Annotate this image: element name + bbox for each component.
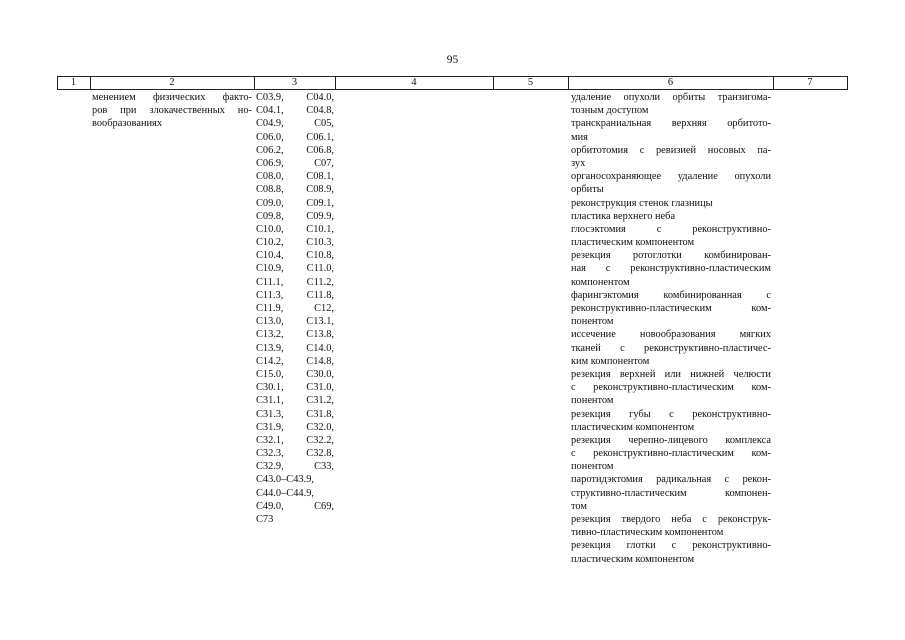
intervention-line: глосэктомия с реконструктивно- <box>571 223 771 235</box>
diagnosis-code: C03.9, <box>256 92 284 103</box>
intervention-line: структивно-пластическим компонен- <box>571 487 771 499</box>
diagnosis-code: C44.0–C44.9, <box>256 487 315 499</box>
diagnosis-code: C10.9, <box>256 263 284 275</box>
column-header-2: 2 <box>169 77 175 88</box>
diagnosis-code: C11.8, <box>306 289 334 301</box>
diagnosis-code: C06.9, <box>256 157 284 169</box>
intervention-line: тивно-пластическим компонентом <box>571 527 724 539</box>
intervention-line: иссечение новообразования мягких <box>571 329 771 341</box>
diagnosis-code: C07, <box>314 157 334 169</box>
diagnosis-code: C10.3, <box>306 237 334 249</box>
code-row <box>256 289 334 302</box>
diagnosis-code: C32.0, <box>306 421 334 433</box>
code-row <box>256 157 334 170</box>
diagnosis-code: C06.8, <box>306 144 334 156</box>
code-row <box>256 236 334 249</box>
column-divider <box>847 76 848 89</box>
code-row <box>256 276 334 289</box>
diagnosis-code: C30.1, <box>256 382 284 394</box>
column3-codes-cell <box>256 91 334 526</box>
code-row <box>256 249 334 262</box>
diagnosis-code: C11.1, <box>256 276 284 288</box>
diagnosis-code: C12, <box>314 303 334 314</box>
code-row <box>256 197 334 210</box>
diagnosis-code: C31.0, <box>306 382 334 394</box>
code-row <box>256 262 334 275</box>
diagnosis-code: C31.9, <box>256 421 284 433</box>
diagnosis-code: C43.0–C43.9, <box>256 474 315 486</box>
diagnosis-code: C10.2, <box>256 237 284 249</box>
diagnosis-code: C10.1, <box>306 223 334 235</box>
code-row <box>256 513 334 526</box>
intervention-line: понентом <box>571 316 614 328</box>
diagnosis-code: C08.1, <box>306 171 334 183</box>
diagnosis-code: C09.1, <box>306 197 334 209</box>
page-number: 95 <box>446 54 459 66</box>
code-row <box>256 91 334 104</box>
code-row <box>256 170 334 183</box>
column-header-6: 6 <box>667 77 674 88</box>
diagnosis-code: C13.0, <box>256 316 284 328</box>
code-row <box>256 381 334 394</box>
diagnosis-code: C13.2, <box>256 329 284 341</box>
intervention-line: резекция ротоглотки комбинирован- <box>571 250 771 262</box>
code-row <box>256 210 334 223</box>
diagnosis-code: C32.9, <box>256 461 284 473</box>
diagnosis-code: C04.8, <box>306 105 334 117</box>
intervention-line: реконструкция стенок глазницы <box>571 197 713 209</box>
intervention-line: транскраниальная верхняя орбитото- <box>571 118 771 130</box>
diagnosis-code: C31.3, <box>256 408 284 420</box>
column2-line: вообразованиях <box>92 118 163 130</box>
diagnosis-code: C10.0, <box>256 223 284 235</box>
code-row <box>256 487 334 500</box>
intervention-line: резекция губы с реконструктивно- <box>571 408 771 420</box>
diagnosis-code: C08.9, <box>306 184 334 196</box>
code-row <box>256 117 334 130</box>
diagnosis-code: C14.0, <box>306 342 334 354</box>
intervention-line: орбиты <box>571 184 604 196</box>
intervention-line: пластическим компонентом <box>571 237 695 249</box>
intervention-line: резекция глотки с реконструктивно- <box>571 540 771 552</box>
diagnosis-code: C10.8, <box>306 250 334 262</box>
code-row <box>256 104 334 117</box>
code-row <box>256 368 334 381</box>
table-header-bottom-border <box>57 89 848 90</box>
diagnosis-code: C32.2, <box>306 434 334 446</box>
intervention-line: резекция верхней или нижней челюсти <box>571 368 771 380</box>
column2-line: ров при злокачественных но- <box>92 105 252 117</box>
intervention-line: орбитотомия с ревизией носовых па- <box>571 144 771 156</box>
column-header-4: 4 <box>411 77 417 88</box>
intervention-line: ким компонентом <box>571 355 650 367</box>
diagnosis-code: C31.8, <box>306 408 334 420</box>
diagnosis-code: C09.0, <box>256 197 284 209</box>
diagnosis-code: C08.0, <box>256 171 284 183</box>
column-header-5: 5 <box>527 77 534 88</box>
column2-cell <box>92 91 252 131</box>
diagnosis-code: C31.2, <box>306 395 334 407</box>
diagnosis-code: C11.9, <box>256 303 284 314</box>
diagnosis-code: C14.8, <box>306 355 334 367</box>
intervention-line: пластическим компонентом <box>571 553 695 565</box>
code-row <box>256 315 334 328</box>
diagnosis-code: C05, <box>314 118 334 130</box>
intervention-line: органосохраняющее удаление опухоли <box>571 171 771 183</box>
diagnosis-code: C13.9, <box>256 342 284 354</box>
intervention-line: с реконструктивно-пластическим ком- <box>571 382 771 394</box>
intervention-line: компонентом <box>571 276 630 288</box>
diagnosis-code: C14.2, <box>256 355 284 367</box>
code-row <box>256 144 334 157</box>
diagnosis-code: C31.1, <box>256 395 284 407</box>
diagnosis-code: C04.0, <box>306 92 334 103</box>
diagnosis-code: C04.1, <box>256 105 284 117</box>
diagnosis-code: C09.9, <box>306 210 334 222</box>
intervention-line: том <box>571 500 587 512</box>
intervention-line: удаление опухоли орбиты транзигома- <box>571 92 771 103</box>
intervention-line: понентом <box>571 461 614 473</box>
diagnosis-code: C08.8, <box>256 184 284 196</box>
diagnosis-code: C10.4, <box>256 250 284 262</box>
code-row <box>256 394 334 407</box>
diagnosis-code: C32.3, <box>256 448 284 460</box>
column6-interventions-cell <box>571 91 771 566</box>
diagnosis-code: C11.2, <box>306 276 334 288</box>
diagnosis-code: C09.8, <box>256 210 284 222</box>
intervention-line: пластическим компонентом <box>571 421 695 433</box>
column-header-7: 7 <box>807 77 813 88</box>
code-row <box>256 447 334 460</box>
diagnosis-code: C06.2, <box>256 144 284 156</box>
diagnosis-code: C13.8, <box>306 329 334 341</box>
code-row <box>256 183 334 196</box>
intervention-line: понентом <box>571 395 614 407</box>
column-header-3: 3 <box>291 77 298 88</box>
intervention-line: фарингэктомия комбинированная с <box>571 289 771 301</box>
intervention-line: зух <box>571 157 586 169</box>
intervention-line: ная с реконструктивно-пластическим <box>571 263 771 275</box>
code-row <box>256 131 334 144</box>
diagnosis-code: C32.8, <box>306 448 334 460</box>
code-row <box>256 302 334 315</box>
intervention-line: с реконструктивно-пластическим ком- <box>571 448 771 460</box>
code-row <box>256 500 334 513</box>
code-row <box>256 460 334 473</box>
code-row <box>256 434 334 447</box>
diagnosis-code: C33, <box>314 461 334 473</box>
diagnosis-code: C04.9, <box>256 118 284 130</box>
diagnosis-code: C13.1, <box>306 316 334 328</box>
code-row <box>256 223 334 236</box>
diagnosis-code: C49.0, <box>256 500 284 512</box>
diagnosis-code: C69, <box>314 500 334 512</box>
diagnosis-code: C06.1, <box>306 131 334 143</box>
intervention-line: тозным доступом <box>571 105 649 117</box>
intervention-line: мия <box>571 131 588 143</box>
intervention-line: паротидэктомия радикальная с рекон- <box>571 474 771 486</box>
intervention-line: резекция твердого неба с реконструк- <box>571 514 771 525</box>
code-row <box>256 328 334 341</box>
code-row <box>256 473 334 486</box>
intervention-line: пластика верхнего неба <box>571 210 676 222</box>
diagnosis-code: C32.1, <box>256 434 284 446</box>
code-row <box>256 342 334 355</box>
intervention-line: реконструктивно-пластическим ком- <box>571 303 771 314</box>
diagnosis-code: C11.0, <box>306 263 334 275</box>
diagnosis-code: C30.0, <box>306 368 334 380</box>
diagnosis-code: C15.0, <box>256 368 284 380</box>
column-header-1: 1 <box>70 77 77 88</box>
diagnosis-code: C73 <box>256 514 274 525</box>
diagnosis-code: C06.0, <box>256 131 284 143</box>
diagnosis-code: C11.3, <box>256 289 284 301</box>
intervention-line: тканей с реконструктивно-пластичес- <box>571 342 771 354</box>
code-row <box>256 355 334 368</box>
column2-line: менением физических факто- <box>92 92 252 103</box>
code-row <box>256 408 334 421</box>
intervention-line: резекция черепно-лицевого комплекса <box>571 434 771 446</box>
code-row <box>256 421 334 434</box>
